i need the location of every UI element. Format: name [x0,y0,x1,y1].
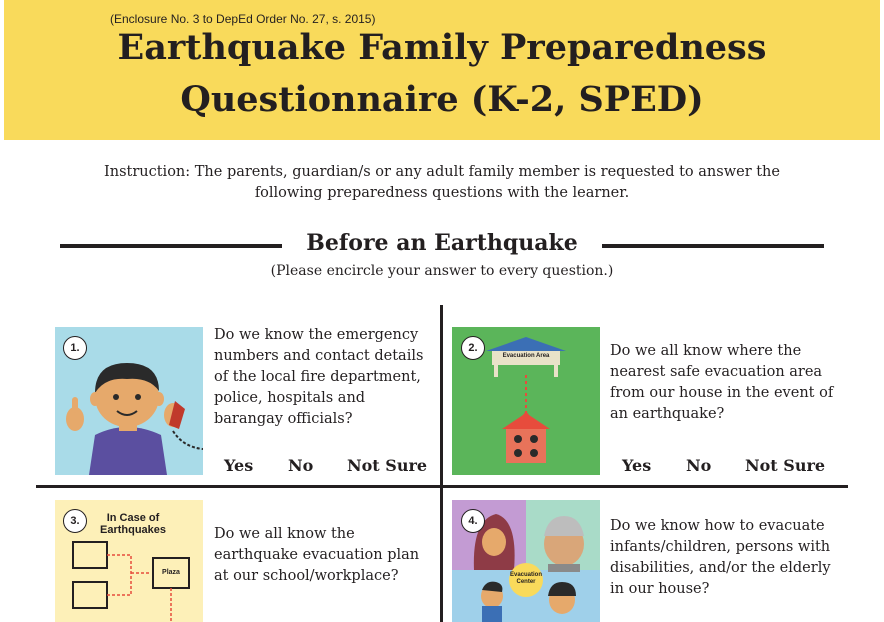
q2-answer-yes[interactable]: Yes [622,456,652,475]
q2-answer-not-sure[interactable]: Not Sure [745,456,826,475]
q4-text: Do we know how to evacuate infants/children, persons with disabilities, and/or the elderly in our house? [610,518,831,597]
q1-answer-not-sure[interactable]: Not Sure [347,456,428,475]
q3-image-label: Plaza [162,569,180,576]
q2-answer-no[interactable]: No [686,456,712,475]
q2-text: Do we all know where the nearest safe evacuation area from our house in the event of an earthquake? [610,343,834,422]
q4-number-badge: 4. [461,509,485,533]
page-title-line1: Earthquake Family Preparedness [117,27,767,68]
grid-divider-vertical [440,305,443,622]
q2-image-label: Evacuation Area [502,353,550,359]
q1-text: Do we know the emergency numbers and contact details of the local fire department, police, hospitals and barangay officials? [214,327,424,427]
q4-image-label: Evacuation Center [509,572,542,585]
grid-divider-horizontal [36,485,848,488]
q3-text: Do we all know the earthquake evacuation plan at our school/workplace? [214,526,420,584]
q1-answer-yes[interactable]: Yes [224,456,254,475]
section-subtitle: (Please encircle your answer to every question.) [270,263,614,279]
section-title: Before an Earthquake [306,230,578,256]
q3-image-title: In Case of Earthquakes [99,512,167,536]
instruction-text: Instruction: The parents, guardian/s or any adult family member is requested to answer the following preparedness questions with the learner. [104,164,780,201]
page-title-line2: Questionnaire (K-2, SPED) [180,79,704,120]
enclosure-note: (Enclosure No. 3 to DepEd Order No. 27, s. 2015) [110,12,376,26]
q1-number-badge: 1. [63,336,87,360]
q2-number-badge: 2. [461,336,485,360]
q3-number-badge: 3. [63,509,87,533]
q1-answer-no[interactable]: No [288,456,314,475]
